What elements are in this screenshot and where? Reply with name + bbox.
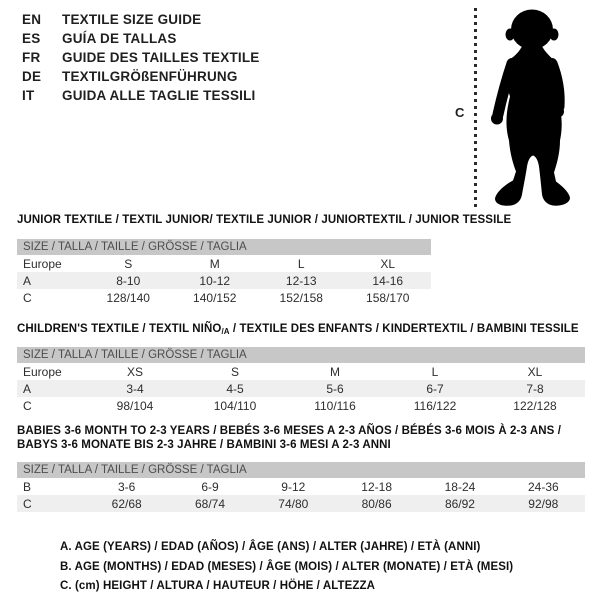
- title-segment: / TEXTILE DES ENFANTS / KINDERTEXTIL / BAMBINI TESSILE: [229, 323, 579, 335]
- language-title: GUIDE DES TAILLES TEXTILE: [62, 50, 260, 65]
- table-row-label: C: [23, 496, 32, 511]
- size-table: [17, 239, 431, 306]
- table-row-cell: 3-6: [117, 479, 136, 494]
- language-code: FR: [22, 50, 41, 65]
- table-row-cell: 10-12: [199, 273, 231, 288]
- table-row-cell: 8-10: [116, 273, 141, 288]
- column-header-row-label: Europe: [23, 256, 62, 271]
- table-row-label: B: [23, 479, 32, 494]
- column-header-row-cell: S: [230, 364, 239, 379]
- legend-note-line: A. AGE (YEARS) / EDAD (AÑOS) / ÂGE (ANS) / ALTER (JAHRE) / ETÀ (ANNI): [60, 541, 481, 553]
- column-header-row-cell: L: [431, 364, 439, 379]
- column-header-row-cell: M: [330, 364, 340, 379]
- language-code: EN: [22, 12, 42, 27]
- table-row-cell: 98/104: [116, 398, 154, 413]
- table-row: [17, 272, 431, 289]
- title-segment: BABYS 3-6 MONATE BIS 2-3 JAHRE / BAMBINI 3-6 MESI A 2-3 ANNI: [17, 439, 391, 451]
- language-title: TEXTILGRÖßENFÜHRUNG: [62, 69, 238, 84]
- table-row: [17, 289, 431, 306]
- section-title-line: [17, 213, 511, 227]
- column-header-row-cell: S: [124, 256, 133, 271]
- size-table-grid: [17, 255, 431, 306]
- language-row: [22, 67, 260, 86]
- table-row-cell: 9-12: [281, 479, 306, 494]
- table-row-cell: 6-9: [201, 479, 219, 494]
- section-title-line: [17, 322, 579, 339]
- table-row-cell: 86/92: [444, 496, 475, 511]
- legend-note-line: C. (cm) HEIGHT / ALTURA / HAUTEUR / HÖHE / ALTEZZA: [60, 580, 376, 592]
- table-row: [17, 380, 585, 397]
- table-row-cell: 3-4: [126, 381, 144, 396]
- column-header-row-label: Europe: [23, 364, 62, 379]
- section-title: [17, 213, 511, 227]
- table-row: [17, 495, 585, 512]
- table-row-cell: 18-24: [444, 479, 476, 494]
- table-row-cell: 62/68: [111, 496, 142, 511]
- table-row-cell: 158/170: [366, 290, 410, 305]
- size-table-grid: [17, 363, 585, 414]
- size-header-bar: SIZE / TALLA / TAILLE / GRÖSSE / TAGLIA: [17, 462, 585, 478]
- size-table: [17, 462, 585, 512]
- title-segment: BABIES 3-6 MONTH TO 2-3 YEARS / BEBÉS 3-6 MESES A 2-3 AÑOS / BÉBÉS 3-6 MOIS À 2-3 ANS /: [17, 425, 561, 437]
- table-row-cell: 68/74: [194, 496, 225, 511]
- title-segment: JUNIOR TEXTILE / TEXTIL JUNIOR/ TEXTILE JUNIOR / JUNIORTEXTIL / JUNIOR TESSILE: [17, 214, 512, 226]
- table-row-cell: 128/140: [106, 290, 150, 305]
- table-row-cell: 116/122: [413, 398, 457, 413]
- language-title: TEXTILE SIZE GUIDE: [62, 12, 202, 27]
- table-row-cell: 12-18: [361, 479, 392, 494]
- title-segment: CHILDREN'S TEXTILE / TEXTIL NIÑO: [17, 323, 222, 335]
- section-title-line: [17, 438, 561, 452]
- size-header-bar: SIZE / TALLA / TAILLE / GRÖSSE / TAGLIA: [17, 239, 431, 255]
- table-row-cell: 7-8: [526, 381, 544, 396]
- baby-figure-area: [450, 5, 595, 217]
- table-row-cell: 92/98: [528, 496, 559, 511]
- column-header-row-cell: XL: [527, 364, 543, 379]
- table-row-cell: 6-7: [426, 381, 444, 396]
- size-table: [17, 347, 585, 414]
- column-header-row-cell: M: [209, 256, 220, 271]
- height-measure-dotted-line: [474, 8, 477, 209]
- language-row: [22, 86, 260, 105]
- table-row-label: A: [23, 273, 32, 288]
- size-header-bar: SIZE / TALLA / TAILLE / GRÖSSE / TAGLIA: [17, 347, 585, 363]
- legend-notes: [60, 538, 513, 597]
- column-header-row-cell: L: [297, 256, 305, 271]
- language-row: [22, 48, 260, 67]
- table-row: [17, 478, 585, 495]
- table-row-label: A: [23, 381, 32, 396]
- table-row-cell: 110/116: [314, 398, 356, 413]
- language-row: [22, 10, 260, 29]
- table-row-cell: 24-36: [527, 479, 559, 494]
- language-row: [22, 29, 260, 48]
- language-code: ES: [22, 31, 41, 46]
- table-row-cell: 140/152: [193, 290, 237, 305]
- language-title: GUÍA DE TALLAS: [62, 31, 177, 46]
- section-title-line: [17, 424, 561, 438]
- language-list: [22, 10, 260, 105]
- table-row-cell: 104/110: [213, 398, 257, 413]
- height-measure-label: C: [455, 105, 465, 120]
- section-title: [17, 322, 579, 339]
- language-code: DE: [22, 69, 42, 84]
- column-header-row: [17, 363, 585, 380]
- language-title: GUIDA ALLE TAGLIE TESSILI: [62, 88, 256, 103]
- table-row-cell: 5-6: [326, 381, 344, 396]
- table-row-cell: 74/80: [278, 496, 309, 511]
- column-header-row-cell: XS: [126, 364, 143, 379]
- size-table-grid: [17, 478, 585, 512]
- table-row-cell: 12-13: [285, 273, 317, 288]
- section-title: [17, 424, 561, 452]
- table-row-cell: 4-5: [226, 381, 244, 396]
- table-row-label: C: [23, 290, 32, 305]
- table-row-cell: 122/128: [513, 398, 557, 413]
- table-row-label: C: [23, 398, 32, 413]
- table-row-cell: 14-16: [372, 273, 404, 288]
- column-header-row-cell: XL: [380, 256, 396, 271]
- column-header-row: [17, 255, 431, 272]
- legend-note-line: B. AGE (MONTHS) / EDAD (MESES) / ÂGE (MOIS) / ALTER (MONATE) / ETÀ (MESI): [60, 560, 514, 573]
- table-row-cell: 152/158: [279, 290, 323, 305]
- language-code: IT: [22, 88, 35, 103]
- title-segment: /A: [221, 327, 230, 336]
- table-row-cell: 80/86: [361, 496, 392, 511]
- table-row: [17, 397, 585, 414]
- baby-silhouette-icon: [483, 7, 583, 210]
